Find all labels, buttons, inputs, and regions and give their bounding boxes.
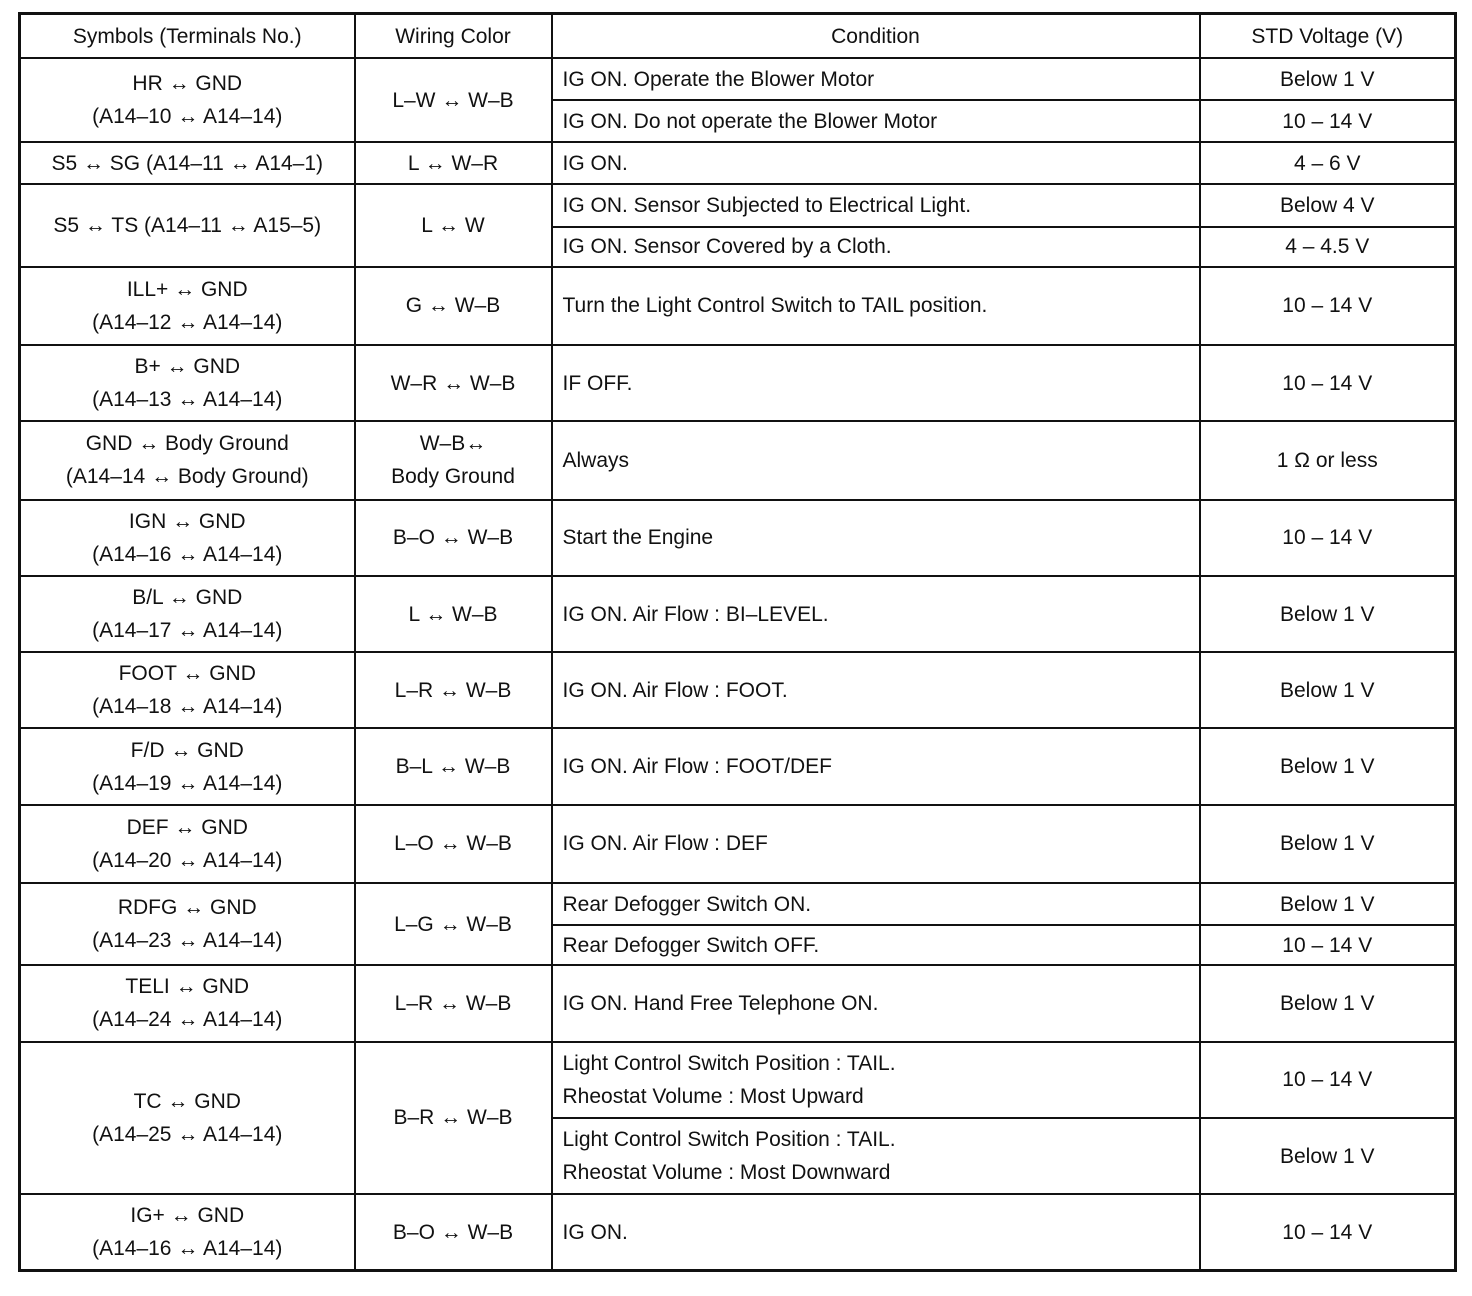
symbol-cell <box>20 184 355 266</box>
std-voltage-cell: Below 1 V <box>1200 652 1456 728</box>
table-row <box>20 500 1456 576</box>
table-row <box>20 1042 1456 1118</box>
table-row <box>20 965 1456 1041</box>
cell-line: Light Control Switch Position : TAIL. <box>562 1051 896 1075</box>
table-row <box>20 421 1456 499</box>
cell-line: Body Ground <box>391 465 515 489</box>
cell-line: RDFG ↔ GND <box>117 896 257 920</box>
cell-line: G ↔ W–B <box>405 294 501 318</box>
cell-line: (A14–14 ↔ Body Ground) <box>65 465 309 489</box>
condition-cell <box>552 965 1200 1041</box>
cell-line: L–R ↔ W–B <box>394 991 512 1015</box>
cell-line: IG ON. Hand Free Telephone ON. <box>562 991 879 1015</box>
cell-line: S5 ↔ SG (A14–11 ↔ A14–1) <box>51 151 324 175</box>
condition-cell <box>552 421 1200 499</box>
cell-line: (A14–24 ↔ A14–14) <box>92 1008 283 1032</box>
cell-line: Always <box>562 448 630 472</box>
cell-line: (A14–23 ↔ A14–14) <box>92 929 283 953</box>
cell-line: Rear Defogger Switch ON. <box>562 892 812 916</box>
cell-line: IGN ↔ GND <box>128 509 246 533</box>
cell-line: (A14–13 ↔ A14–14) <box>92 388 283 412</box>
cell-line: IG ON. Air Flow : BI–LEVEL. <box>562 602 829 626</box>
symbol-cell <box>20 1194 355 1270</box>
cell-line: TC ↔ GND <box>133 1089 241 1113</box>
symbol-cell <box>20 805 355 883</box>
std-voltage-cell: Below 1 V <box>1200 1118 1456 1194</box>
cell-line: IG ON. Operate the Blower Motor <box>562 67 875 91</box>
cell-line: Rheostat Volume : Most Downward <box>562 1161 891 1185</box>
cell-line: (A14–20 ↔ A14–14) <box>92 848 283 872</box>
cell-line: L ↔ W–R <box>407 151 499 175</box>
std-voltage-cell: Below 4 V <box>1200 184 1456 226</box>
std-voltage-cell: 1 Ω or less <box>1200 421 1456 499</box>
std-voltage-cell: Below 1 V <box>1200 576 1456 652</box>
table-row <box>20 652 1456 728</box>
symbol-cell <box>20 58 355 142</box>
std-voltage-cell: Below 1 V <box>1200 728 1456 804</box>
std-voltage-cell: 10 – 14 V <box>1200 925 1456 965</box>
condition-cell <box>552 576 1200 652</box>
std-voltage-cell: 10 – 14 V <box>1200 500 1456 576</box>
symbol-cell <box>20 267 355 345</box>
table-row <box>20 728 1456 804</box>
cell-line: W–B↔ <box>419 432 487 456</box>
cell-line: (A14–25 ↔ A14–14) <box>92 1122 283 1146</box>
cell-line: L–W ↔ W–B <box>392 88 514 112</box>
condition-cell <box>552 184 1200 226</box>
header-std-voltage: STD Voltage (V) <box>1200 14 1456 59</box>
symbol-cell <box>20 500 355 576</box>
cell-line: Light Control Switch Position : TAIL. <box>562 1128 896 1152</box>
cell-line: B+ ↔ GND <box>134 355 241 379</box>
std-voltage-cell: 10 – 14 V <box>1200 267 1456 345</box>
table-row <box>20 1194 1456 1270</box>
condition-cell <box>552 100 1200 142</box>
std-voltage-cell: Below 1 V <box>1200 883 1456 925</box>
table-header-row <box>20 14 1456 59</box>
std-voltage-cell: 4 – 6 V <box>1200 142 1456 184</box>
condition-cell <box>552 652 1200 728</box>
cell-line: Rheostat Volume : Most Upward <box>562 1084 864 1108</box>
wiring-color-cell <box>355 345 552 421</box>
wiring-color-cell <box>355 805 552 883</box>
wiring-color-cell <box>355 184 552 266</box>
condition-cell <box>552 267 1200 345</box>
wiring-color-cell <box>355 652 552 728</box>
wiring-color-cell <box>355 1194 552 1270</box>
condition-cell <box>552 925 1200 965</box>
cell-line: W–R ↔ W–B <box>390 371 516 395</box>
cell-line: L ↔ W <box>421 214 485 238</box>
condition-cell <box>552 142 1200 184</box>
cell-line: (A14–16 ↔ A14–14) <box>92 1237 283 1261</box>
std-voltage-cell: Below 1 V <box>1200 805 1456 883</box>
condition-cell <box>552 728 1200 804</box>
cell-line: B–R ↔ W–B <box>393 1106 513 1130</box>
cell-line: (A14–12 ↔ A14–14) <box>92 310 283 334</box>
cell-line: IG ON. Sensor Covered by a Cloth. <box>562 235 892 259</box>
cell-line: (A14–19 ↔ A14–14) <box>92 771 283 795</box>
condition-cell <box>552 1042 1200 1118</box>
condition-cell <box>552 1118 1200 1194</box>
cell-line: Turn the Light Control Switch to TAIL position. <box>562 294 988 318</box>
cell-line: (A14–10 ↔ A14–14) <box>92 105 283 129</box>
symbol-cell <box>20 728 355 804</box>
symbol-cell <box>20 883 355 965</box>
std-voltage-cell: 10 – 14 V <box>1200 1042 1456 1118</box>
cell-line: IG ON. Air Flow : FOOT/DEF <box>562 755 833 779</box>
header-wiring-color: Wiring Color <box>355 14 552 59</box>
wiring-color-cell <box>355 58 552 142</box>
symbol-cell <box>20 142 355 184</box>
cell-line: L–R ↔ W–B <box>394 678 512 702</box>
table-row <box>20 58 1456 100</box>
std-voltage-cell: 10 – 14 V <box>1200 100 1456 142</box>
cell-line: IG ON. Sensor Subjected to Electrical Light. <box>562 194 972 218</box>
condition-cell <box>552 805 1200 883</box>
cell-line: IG ON. Air Flow : DEF <box>562 832 768 856</box>
symbol-cell <box>20 965 355 1041</box>
table-row <box>20 345 1456 421</box>
std-voltage-cell: 4 – 4.5 V <box>1200 227 1456 267</box>
wiring-color-cell <box>355 965 552 1041</box>
symbol-cell <box>20 576 355 652</box>
wiring-color-cell <box>355 500 552 576</box>
condition-cell <box>552 1194 1200 1270</box>
cell-line: F/D ↔ GND <box>130 738 244 762</box>
condition-cell <box>552 58 1200 100</box>
header-condition: Condition <box>552 14 1200 59</box>
cell-line: (A14–16 ↔ A14–14) <box>92 542 283 566</box>
cell-line: B–O ↔ W–B <box>392 526 514 550</box>
cell-line: DEF ↔ GND <box>126 815 248 839</box>
std-voltage-cell: 10 – 14 V <box>1200 1194 1456 1270</box>
wiring-color-cell <box>355 142 552 184</box>
wiring-color-cell <box>355 267 552 345</box>
cell-line: (A14–17 ↔ A14–14) <box>92 619 283 643</box>
header-symbols: Symbols (Terminals No.) <box>20 14 355 59</box>
cell-line: FOOT ↔ GND <box>118 662 256 686</box>
condition-cell <box>552 345 1200 421</box>
condition-cell <box>552 227 1200 267</box>
table-row <box>20 883 1456 925</box>
table-row <box>20 576 1456 652</box>
cell-line: Rear Defogger Switch OFF. <box>562 933 820 957</box>
cell-line: (A14–18 ↔ A14–14) <box>92 695 283 719</box>
condition-cell <box>552 883 1200 925</box>
table-row <box>20 184 1456 226</box>
wiring-color-cell <box>355 728 552 804</box>
table-body <box>20 58 1456 1271</box>
symbol-cell <box>20 652 355 728</box>
cell-line: L ↔ W–B <box>408 602 498 626</box>
symbol-cell <box>20 345 355 421</box>
cell-line: B–L ↔ W–B <box>395 755 511 779</box>
table-row <box>20 267 1456 345</box>
cell-line: IF OFF. <box>562 371 633 395</box>
cell-line: B/L ↔ GND <box>132 586 243 610</box>
wiring-color-cell <box>355 421 552 499</box>
cell-line: S5 ↔ TS (A14–11 ↔ A15–5) <box>53 214 322 238</box>
table-row <box>20 142 1456 184</box>
cell-line: IG ON. Do not operate the Blower Motor <box>562 109 938 133</box>
cell-line: IG ON. Air Flow : FOOT. <box>562 678 788 702</box>
table-row <box>20 805 1456 883</box>
terminal-voltage-table <box>18 12 1457 1272</box>
cell-line: IG ON. <box>562 151 628 175</box>
cell-line: Start the Engine <box>562 526 714 550</box>
cell-line: ILL+ ↔ GND <box>126 277 248 301</box>
cell-line: TELI ↔ GND <box>125 975 250 999</box>
cell-line: IG+ ↔ GND <box>130 1204 245 1228</box>
wiring-color-cell <box>355 1042 552 1195</box>
cell-line: HR ↔ GND <box>132 72 243 96</box>
std-voltage-cell: Below 1 V <box>1200 58 1456 100</box>
symbol-cell <box>20 421 355 499</box>
cell-line: GND ↔ Body Ground <box>85 432 289 456</box>
std-voltage-cell: 10 – 14 V <box>1200 345 1456 421</box>
condition-cell <box>552 500 1200 576</box>
wiring-color-cell <box>355 883 552 965</box>
wiring-color-cell <box>355 576 552 652</box>
std-voltage-cell: Below 1 V <box>1200 965 1456 1041</box>
cell-line: L–G ↔ W–B <box>394 912 512 936</box>
cell-line: IG ON. <box>562 1220 628 1244</box>
cell-line: B–O ↔ W–B <box>392 1220 514 1244</box>
symbol-cell <box>20 1042 355 1195</box>
cell-line: L–O ↔ W–B <box>394 832 512 856</box>
